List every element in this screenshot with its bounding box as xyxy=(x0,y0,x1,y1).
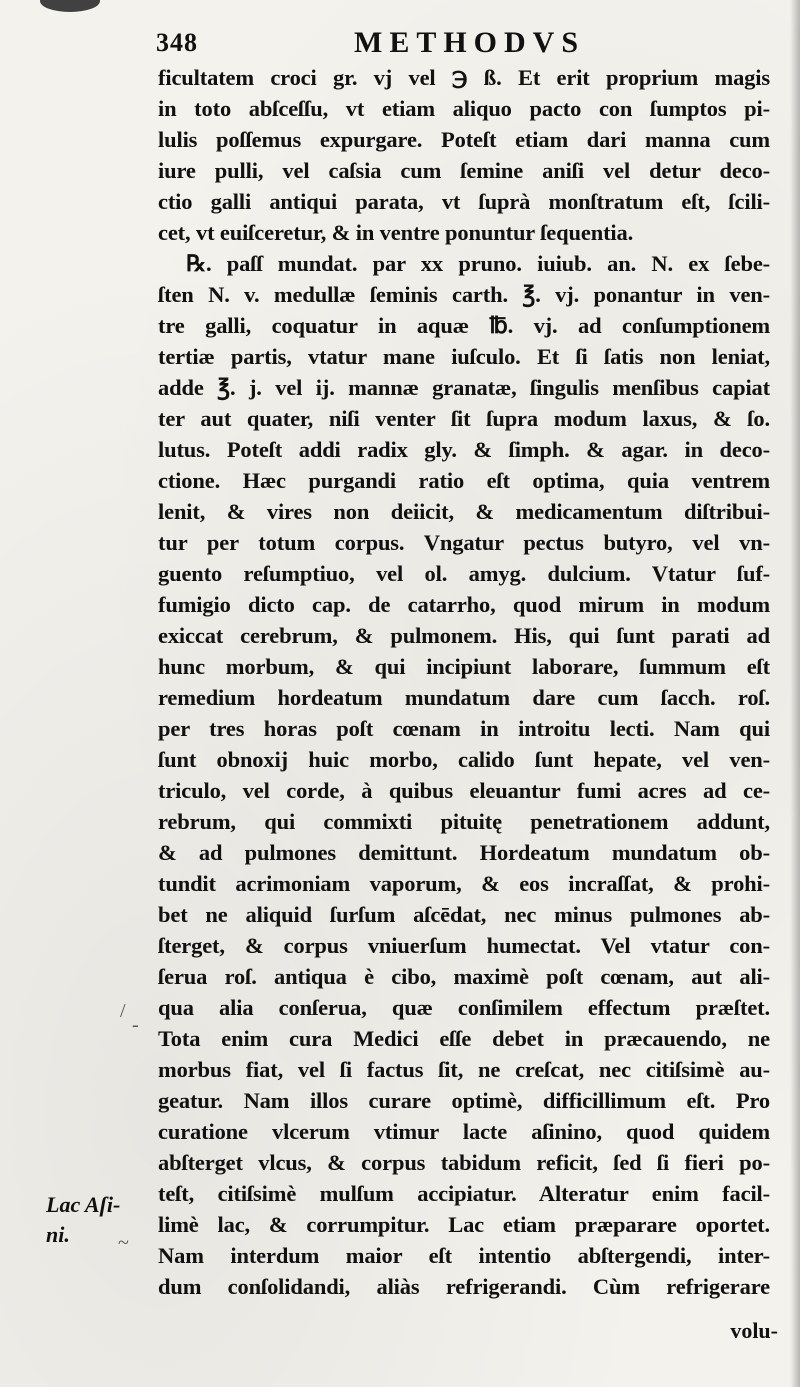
margin-note xyxy=(46,1190,146,1250)
text-line: rebrum, qui commixti pituitę penetrationem addunt, xyxy=(158,809,770,834)
text-line: tundit acrimoniam vaporum, & eos incraſſat, & prohi- xyxy=(158,871,770,896)
page-header xyxy=(156,24,756,60)
text-line: geatur. Nam illos curare optimè, difficillimum eſt. Pro xyxy=(158,1088,770,1113)
text-line: ficultatem croci gr. vj vel ℈ ß. Et erit proprium magis xyxy=(158,65,770,90)
text-line: dum conſolidandi, aliàs refrigerandi. Cùm refrigerare xyxy=(158,1274,770,1299)
text-line: iure pulli, vel caſsia cum ſemine aniſi vel detur deco- xyxy=(158,158,770,183)
text-line: in toto abſceſſu, vt etiam aliquo pacto con ſumptos pi- xyxy=(158,96,770,121)
text-line: ℞. paſſ mundat. par xx pruno. iuiub. an. N. ex ſebe- xyxy=(186,251,770,276)
text-line: lenit, & vires non deiicit, & medicamentum diſtribui- xyxy=(158,499,770,524)
text-line: cet, vt euiſceretur, & in ventre ponuntur ſequentia. xyxy=(158,220,634,245)
text-line: abſterget vlcus, & corpus tabidum reficit, ſed ſi fieri po- xyxy=(158,1150,770,1175)
text-line: ctio galli antiqui parata, vt ſuprà monſtratum eſt, ſcili- xyxy=(158,189,770,214)
text-line: per tres horas poſt cœnam in introitu lecti. Nam qui xyxy=(158,716,770,741)
text-line: ctione. Hæc purgandi ratio eſt optima, quia ventrem xyxy=(158,468,770,493)
margin-dash-mark: ~ xyxy=(118,1232,129,1254)
text-line: Nam interdum maior eſt intentio abſtergendi, inter- xyxy=(158,1243,770,1268)
text-line: morbus fiat, vel ſi factus ſit, ne creſcat, nec citiſsimè au- xyxy=(158,1057,770,1082)
catchword: volu- xyxy=(730,1318,778,1343)
margin-note-line: Lac Aſi- xyxy=(46,1192,121,1217)
text-line: hunc morbum, & qui incipiunt laborare, ſummum eſt xyxy=(158,654,770,679)
text-line: adde ℥. j. vel ij. mannæ granatæ, ſingulis menſibus capiat xyxy=(158,375,770,400)
page-number: 348 xyxy=(156,28,198,57)
text-line: lutus. Poteſt addi radix gly. & ſimph. & agar. in deco- xyxy=(158,437,770,462)
text-line: curatione vlcerum vtimur lacte aſinino, quod quidem xyxy=(158,1119,770,1144)
margin-dash-mark: - xyxy=(132,1014,139,1036)
text-line: & ad pulmones demittunt. Hordeatum mundatum ob- xyxy=(158,840,770,865)
text-line: bet ne aliquid ſurſum aſcēdat, nec minus pulmones ab- xyxy=(158,902,770,927)
text-line: tur per totum corpus. Vngatur pectus butyro, vel vn- xyxy=(158,530,770,555)
margin-dash-mark: / xyxy=(120,1000,126,1022)
main-text-block xyxy=(158,62,770,1302)
text-line: Tota enim cura Medici eſſe debet in præcauendo, ne xyxy=(158,1026,770,1051)
margin-note-line: ni. xyxy=(46,1222,70,1247)
text-line: lulis poſſemus expurgare. Poteſt etiam dari manna cum xyxy=(158,127,770,152)
text-line: ſerua roſ. antiqua è cibo, maximè poſt cœnam, aut ali- xyxy=(158,964,770,989)
text-line: guento reſumptiuo, vel ol. amyg. dulcium. Vtatur ſuf- xyxy=(158,561,770,586)
running-title: METHODVS xyxy=(354,26,586,59)
text-line: fumigio dicto cap. de catarrho, quod mirum in modum xyxy=(158,592,770,617)
text-line: exiccat cerebrum, & pulmonem. His, qui ſunt parati ad xyxy=(158,623,770,648)
text-line: triculo, vel corde, à quibus eleuantur fumi acres ad ce- xyxy=(158,778,770,803)
text-line: ſterget, & corpus vniuerſum humectat. Vel vtatur con- xyxy=(158,933,770,958)
text-line: qua alia conſerua, quæ conſimilem effectum præſtet. xyxy=(158,995,770,1020)
text-line: limè lac, & corrumpitur. Lac etiam præparare oportet. xyxy=(158,1212,770,1237)
text-line: tre galli, coquatur in aquæ ℔. vj. ad conſumptionem xyxy=(158,313,770,338)
text-line: ſten N. v. medullæ ſeminis carth. ℥. vj. ponantur in ven- xyxy=(158,282,770,307)
text-line: remedium hordeatum mundatum dare cum ſacch. roſ. xyxy=(158,685,770,710)
text-line: ſunt obnoxij huic morbo, calido ſunt hepate, vel ven- xyxy=(158,747,770,772)
text-line: ter aut quater, niſi venter ſit ſupra modum laxus, & ſo. xyxy=(158,406,770,431)
text-line: tertiæ partis, vtatur mane iuſculo. Et ſi ſatis non leniat, xyxy=(158,344,770,369)
text-line: teſt, citiſsimè mulſum accipiatur. Alteratur enim facil- xyxy=(158,1181,770,1206)
